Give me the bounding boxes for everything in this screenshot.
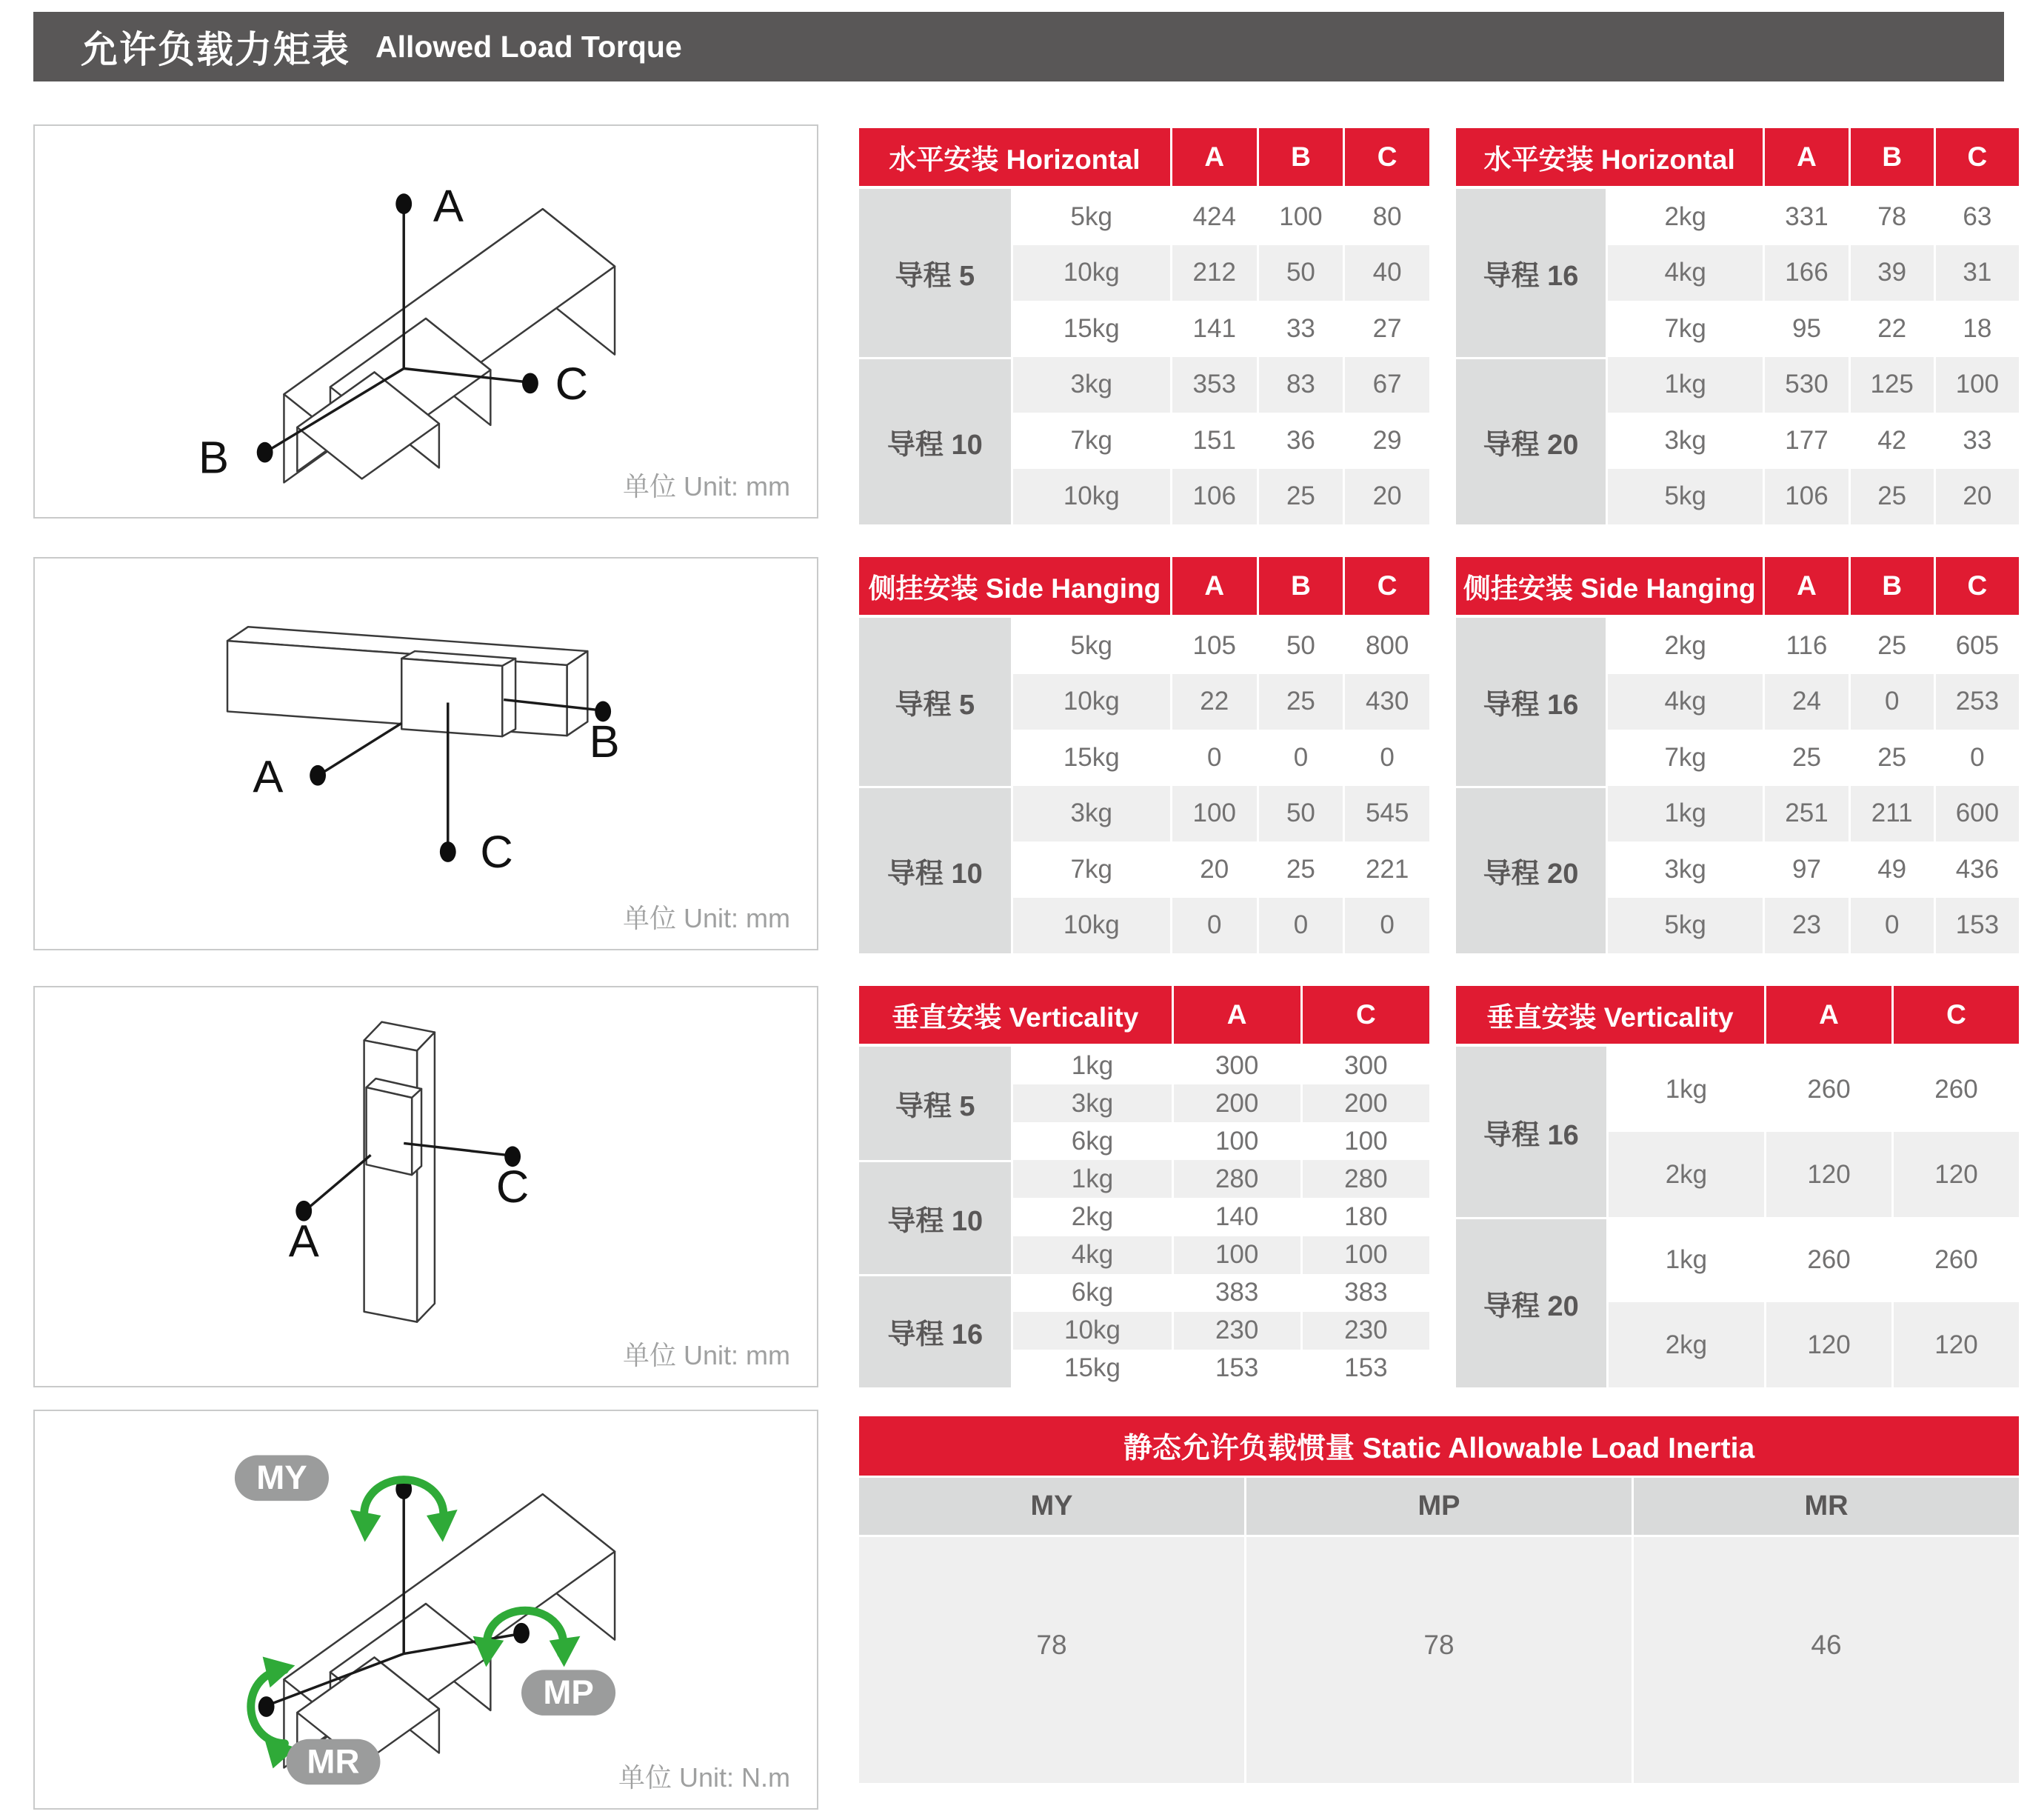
load-cell: 3kg: [1013, 357, 1170, 413]
carriage-3d: [401, 651, 515, 736]
column-header: C: [1345, 557, 1429, 618]
page-header: [33, 12, 2004, 81]
value-cell: 20: [1345, 469, 1429, 525]
value-cell: 545: [1345, 786, 1429, 842]
load-cell: 10kg: [1013, 469, 1170, 525]
load-cell: 7kg: [1608, 730, 1763, 786]
diagram-side-hanging-mount: [33, 557, 818, 950]
value-cell: 212: [1172, 245, 1257, 301]
mp-badge-label: MP: [543, 1673, 594, 1712]
value-cell: 0: [1936, 730, 2019, 786]
unit-caption: 单位 Unit: mm: [622, 471, 790, 501]
table-title: 水平安装 Horizontal: [1456, 128, 1763, 189]
axis-c-label: C: [555, 359, 589, 410]
value-cell: 800: [1345, 618, 1429, 674]
value-cell: 0: [1851, 898, 1934, 954]
load-cell: 2kg: [1013, 1198, 1171, 1236]
mr-badge-label: MR: [307, 1742, 360, 1781]
value-cell: 33: [1936, 413, 2019, 469]
value-cell: 100: [1174, 1236, 1300, 1274]
axis-c-dot: [440, 841, 456, 862]
load-cell: 10kg: [1013, 898, 1170, 954]
table-title: 垂直安装 Verticality: [1456, 986, 1764, 1047]
table-horizontal-lead16-20: [1456, 128, 2019, 524]
load-cell: 5kg: [1608, 898, 1763, 954]
column-header: MP: [1246, 1478, 1632, 1537]
carriage-3d: [367, 1079, 421, 1175]
load-cell: 1kg: [1609, 1047, 1764, 1132]
value-cell: 253: [1936, 674, 2019, 730]
lead-cell: 导程 16: [1456, 189, 1606, 357]
value-cell: 260: [1894, 1217, 2019, 1302]
value-cell: 100: [1303, 1122, 1429, 1160]
load-cell: 10kg: [1013, 1312, 1171, 1350]
value-cell: 22: [1851, 301, 1934, 357]
table-side-hanging-lead16-20: [1456, 557, 2019, 953]
value-cell: 211: [1851, 786, 1934, 842]
load-cell: 1kg: [1013, 1160, 1171, 1198]
load-cell: 1kg: [1608, 786, 1763, 842]
value-cell: 383: [1174, 1274, 1300, 1312]
value-cell: 100: [1174, 1122, 1300, 1160]
value-cell: 0: [1172, 730, 1257, 786]
axis-a-label: A: [253, 751, 284, 803]
value-cell: 20: [1172, 841, 1257, 898]
axis-b-label: B: [589, 716, 620, 767]
value-cell: 0: [1345, 730, 1429, 786]
load-cell: 15kg: [1013, 730, 1170, 786]
value-cell: 67: [1345, 357, 1429, 413]
load-cell: 1kg: [1609, 1217, 1764, 1302]
value-cell: 0: [1172, 898, 1257, 954]
table-title: 侧挂安装 Side Hanging: [859, 557, 1170, 618]
load-cell: 3kg: [1013, 1084, 1171, 1122]
load-cell: 6kg: [1013, 1122, 1171, 1160]
value-cell: 221: [1345, 841, 1429, 898]
value-cell: 383: [1303, 1274, 1429, 1312]
value-cell: 100: [1259, 189, 1343, 245]
mp-badge: [521, 1670, 615, 1716]
axis-b-label: B: [198, 432, 230, 484]
value-cell: 27: [1345, 301, 1429, 357]
page-title-zh: 允许负载力矩表: [81, 29, 350, 70]
lead-cell: 导程 10: [859, 786, 1011, 954]
lead-cell: 导程 5: [859, 189, 1011, 357]
lead-cell: 导程 16: [859, 1274, 1011, 1387]
column-header: A: [1765, 128, 1848, 189]
value-cell: 251: [1765, 786, 1848, 842]
load-cell: 2kg: [1608, 618, 1763, 674]
load-cell: 2kg: [1608, 189, 1763, 245]
table-verticality-lead5-10-16: [859, 986, 1429, 1387]
value-cell: 230: [1303, 1312, 1429, 1350]
value-cell: 600: [1936, 786, 2019, 842]
load-cell: 5kg: [1013, 189, 1170, 245]
value-cell: 20: [1936, 469, 2019, 525]
value-cell: 0: [1259, 898, 1343, 954]
value-cell: 40: [1345, 245, 1429, 301]
value-cell: 153: [1936, 898, 2019, 954]
value-cell: 25: [1259, 841, 1343, 898]
value-cell: 78: [1246, 1537, 1632, 1783]
load-cell: 15kg: [1013, 301, 1170, 357]
value-cell: 300: [1174, 1047, 1300, 1084]
load-cell: 2kg: [1609, 1302, 1764, 1387]
value-cell: 18: [1936, 301, 2019, 357]
value-cell: 151: [1172, 413, 1257, 469]
value-cell: 0: [1259, 730, 1343, 786]
lead-cell: 导程 16: [1456, 618, 1606, 786]
axis-a-dot: [310, 765, 326, 786]
load-cell: 3kg: [1013, 786, 1170, 842]
value-cell: 200: [1303, 1084, 1429, 1122]
value-cell: 25: [1765, 730, 1848, 786]
diagram-vertical-mount: [33, 986, 818, 1387]
column-header: MR: [1634, 1478, 2019, 1537]
my-badge: [235, 1456, 329, 1501]
value-cell: 260: [1894, 1047, 2019, 1132]
side-hanging-drawing: [35, 559, 817, 949]
value-cell: 605: [1936, 618, 2019, 674]
value-cell: 125: [1851, 357, 1934, 413]
axis-c-dot: [522, 373, 538, 393]
value-cell: 141: [1172, 301, 1257, 357]
axis-c-label: C: [495, 1161, 530, 1213]
value-cell: 95: [1765, 301, 1848, 357]
load-cell: 1kg: [1608, 357, 1763, 413]
load-cell: 2kg: [1609, 1132, 1764, 1217]
unit-caption: 单位 Unit: mm: [622, 903, 790, 933]
vertical-mount-drawing: [35, 987, 817, 1386]
horizontal-mount-drawing: [35, 126, 817, 517]
axis-b-dot: [257, 442, 273, 463]
value-cell: 50: [1259, 786, 1343, 842]
value-cell: 120: [1894, 1132, 2019, 1217]
column-header: A: [1172, 557, 1257, 618]
load-cell: 6kg: [1013, 1274, 1171, 1312]
value-cell: 153: [1174, 1350, 1300, 1387]
value-cell: 280: [1174, 1160, 1300, 1198]
value-cell: 22: [1172, 674, 1257, 730]
value-cell: 80: [1345, 189, 1429, 245]
value-cell: 353: [1172, 357, 1257, 413]
value-cell: 39: [1851, 245, 1934, 301]
table-title: 垂直安装 Verticality: [859, 986, 1172, 1047]
lead-cell: 导程 10: [859, 357, 1011, 525]
column-header: C: [1345, 128, 1429, 189]
diagram-horizontal-mount: [33, 124, 818, 519]
value-cell: 83: [1259, 357, 1343, 413]
value-cell: 120: [1766, 1302, 1891, 1387]
load-cell: 7kg: [1608, 301, 1763, 357]
my-badge-label: MY: [256, 1459, 307, 1497]
value-cell: 97: [1765, 841, 1848, 898]
value-cell: 25: [1259, 469, 1343, 525]
value-cell: 280: [1303, 1160, 1429, 1198]
value-cell: 78: [859, 1537, 1244, 1783]
value-cell: 50: [1259, 245, 1343, 301]
value-cell: 530: [1765, 357, 1848, 413]
column-header: A: [1765, 557, 1848, 618]
load-cell: 5kg: [1013, 618, 1170, 674]
load-cell: 15kg: [1013, 1350, 1171, 1387]
value-cell: 25: [1851, 618, 1934, 674]
table-static-load-inertia: [859, 1416, 2019, 1783]
diagram-moment-axes: [33, 1410, 818, 1810]
lead-cell: 导程 20: [1456, 1217, 1606, 1387]
column-header: C: [1894, 986, 2019, 1047]
column-header: A: [1766, 986, 1891, 1047]
value-cell: 105: [1172, 618, 1257, 674]
column-header: B: [1851, 557, 1934, 618]
value-cell: 25: [1851, 730, 1934, 786]
value-cell: 78: [1851, 189, 1934, 245]
value-cell: 331: [1765, 189, 1848, 245]
value-cell: 120: [1766, 1132, 1891, 1217]
value-cell: 31: [1936, 245, 2019, 301]
value-cell: 100: [1303, 1236, 1429, 1274]
value-cell: 0: [1345, 898, 1429, 954]
load-cell: 7kg: [1013, 841, 1170, 898]
lead-cell: 导程 5: [859, 1047, 1011, 1160]
lead-cell: 导程 5: [859, 618, 1011, 786]
value-cell: 436: [1936, 841, 2019, 898]
load-cell: 7kg: [1013, 413, 1170, 469]
value-cell: 100: [1936, 357, 2019, 413]
table-title: 侧挂安装 Side Hanging: [1456, 557, 1763, 618]
value-cell: 260: [1766, 1217, 1891, 1302]
value-cell: 100: [1172, 786, 1257, 842]
value-cell: 25: [1851, 469, 1934, 525]
load-cell: 5kg: [1608, 469, 1763, 525]
axis-a-label: A: [288, 1216, 319, 1267]
lead-cell: 导程 10: [859, 1160, 1011, 1273]
lead-cell: 导程 20: [1456, 786, 1606, 954]
value-cell: 25: [1259, 674, 1343, 730]
table-title: 静态允许负载惯量 Static Allowable Load Inertia: [859, 1416, 2019, 1478]
value-cell: 29: [1345, 413, 1429, 469]
value-cell: 36: [1259, 413, 1343, 469]
load-cell: 4kg: [1608, 674, 1763, 730]
value-cell: 49: [1851, 841, 1934, 898]
value-cell: 140: [1174, 1198, 1300, 1236]
value-cell: 200: [1174, 1084, 1300, 1122]
table-side-hanging-lead5-10: [859, 557, 1429, 953]
value-cell: 180: [1303, 1198, 1429, 1236]
unit-caption: 单位 Unit: mm: [622, 1340, 790, 1370]
value-cell: 177: [1765, 413, 1848, 469]
column-header: B: [1259, 128, 1343, 189]
load-cell: 1kg: [1013, 1047, 1171, 1084]
value-cell: 300: [1303, 1047, 1429, 1084]
load-cell: 10kg: [1013, 245, 1170, 301]
value-cell: 106: [1765, 469, 1848, 525]
page-title-en: Allowed Load Torque: [375, 29, 682, 64]
column-header: MY: [859, 1478, 1244, 1537]
value-cell: 42: [1851, 413, 1934, 469]
value-cell: 0: [1851, 674, 1934, 730]
value-cell: 260: [1766, 1047, 1891, 1132]
column-header: B: [1851, 128, 1934, 189]
load-cell: 3kg: [1608, 413, 1763, 469]
load-cell: 4kg: [1013, 1236, 1171, 1274]
load-cell: 3kg: [1608, 841, 1763, 898]
value-cell: 230: [1174, 1312, 1300, 1350]
value-cell: 33: [1259, 301, 1343, 357]
mr-badge: [286, 1739, 380, 1785]
column-header: C: [1936, 557, 2019, 618]
value-cell: 166: [1765, 245, 1848, 301]
load-cell: 10kg: [1013, 674, 1170, 730]
axis-c-label: C: [480, 826, 513, 878]
value-cell: 50: [1259, 618, 1343, 674]
axis-a-dot: [395, 193, 412, 214]
value-cell: 153: [1303, 1350, 1429, 1387]
axis-a-label: A: [433, 181, 464, 233]
value-cell: 116: [1765, 618, 1848, 674]
column-header: C: [1936, 128, 2019, 189]
value-cell: 46: [1634, 1537, 2019, 1783]
lead-cell: 导程 16: [1456, 1047, 1606, 1217]
column-header: A: [1172, 128, 1257, 189]
lead-cell: 导程 20: [1456, 357, 1606, 525]
value-cell: 23: [1765, 898, 1848, 954]
value-cell: 430: [1345, 674, 1429, 730]
value-cell: 120: [1894, 1302, 2019, 1387]
roll-axis-dot: [258, 1696, 275, 1717]
pitch-axis-dot: [513, 1623, 530, 1644]
table-verticality-lead16-20: [1456, 986, 2019, 1387]
table-horizontal-lead5-10: [859, 128, 1429, 524]
moment-axes-drawing: [35, 1411, 817, 1808]
unit-caption: 单位 Unit: N.m: [618, 1762, 790, 1793]
value-cell: 63: [1936, 189, 2019, 245]
table-title: 水平安装 Horizontal: [859, 128, 1170, 189]
column-header: B: [1259, 557, 1343, 618]
value-cell: 24: [1765, 674, 1848, 730]
value-cell: 424: [1172, 189, 1257, 245]
value-cell: 106: [1172, 469, 1257, 525]
column-header: A: [1174, 986, 1300, 1047]
column-header: C: [1303, 986, 1429, 1047]
load-cell: 4kg: [1608, 245, 1763, 301]
